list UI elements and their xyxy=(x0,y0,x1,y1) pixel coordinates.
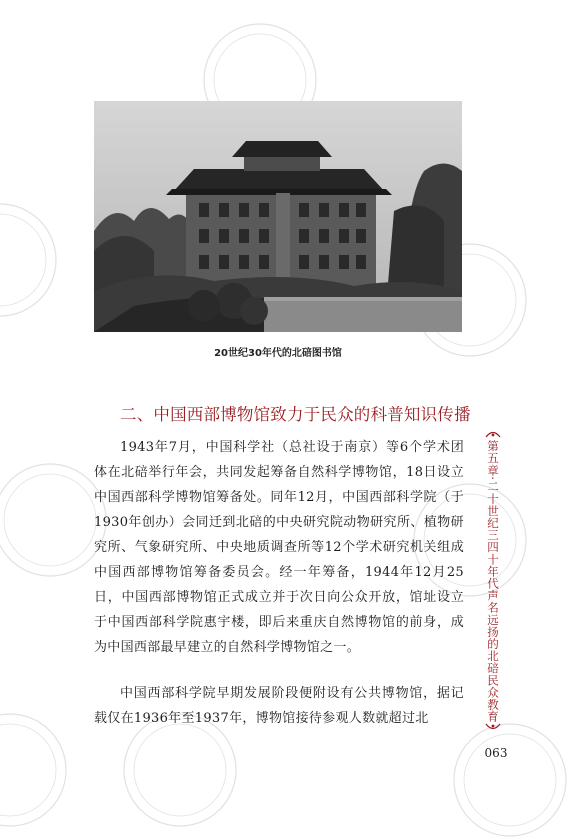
chapter-side-title: 第五章·二十世纪三四十年代声名远扬的北碚民众教育 xyxy=(486,440,500,723)
watermark-stamp xyxy=(0,200,60,320)
page-number: 063 xyxy=(484,746,508,760)
section-heading: 二、中国西部博物馆致力于民众的科普知识传播 xyxy=(120,405,471,424)
ornament-top-icon xyxy=(485,430,501,438)
photo-caption: 20世纪30年代的北碚图书馆 xyxy=(214,348,342,359)
watermark-stamp xyxy=(0,710,70,830)
body-paragraph-2: 中国西部科学院早期发展阶段便附设有公共博物馆，据记载仅在1936年至1937年，博物馆接待参观人数就超过北 xyxy=(94,686,464,726)
ornament-bottom-icon xyxy=(485,723,501,731)
watermark-stamp xyxy=(450,720,570,840)
library-building-illustration xyxy=(94,101,462,332)
body-paragraph-1: 1943年7月，中国科学社（总社设于南京）等6个学术团体在北碚举行年会，共同发起筹备自然科学博物馆，18日设立中国西部科学博物馆筹备处。同年12月，中国西部科学院（于1930年创办）会同迁到北碚的中央研究院动物研究所、植物研究所、气象研究所、中央地质调查所等12个学术研究机关组成中国西部博物馆筹备委员会。经一年筹备，1944年12月25日，中国西部博物馆正式成立并于次日向公众开放，馆址设立于中国西部科学院惠宇楼，即后来重庆自然博物馆的前身，成为中国西部最早建立的自然科学博物馆之一。 xyxy=(94,440,464,655)
chapter-side-tab xyxy=(484,430,502,731)
photo-beibei-library xyxy=(94,101,462,332)
